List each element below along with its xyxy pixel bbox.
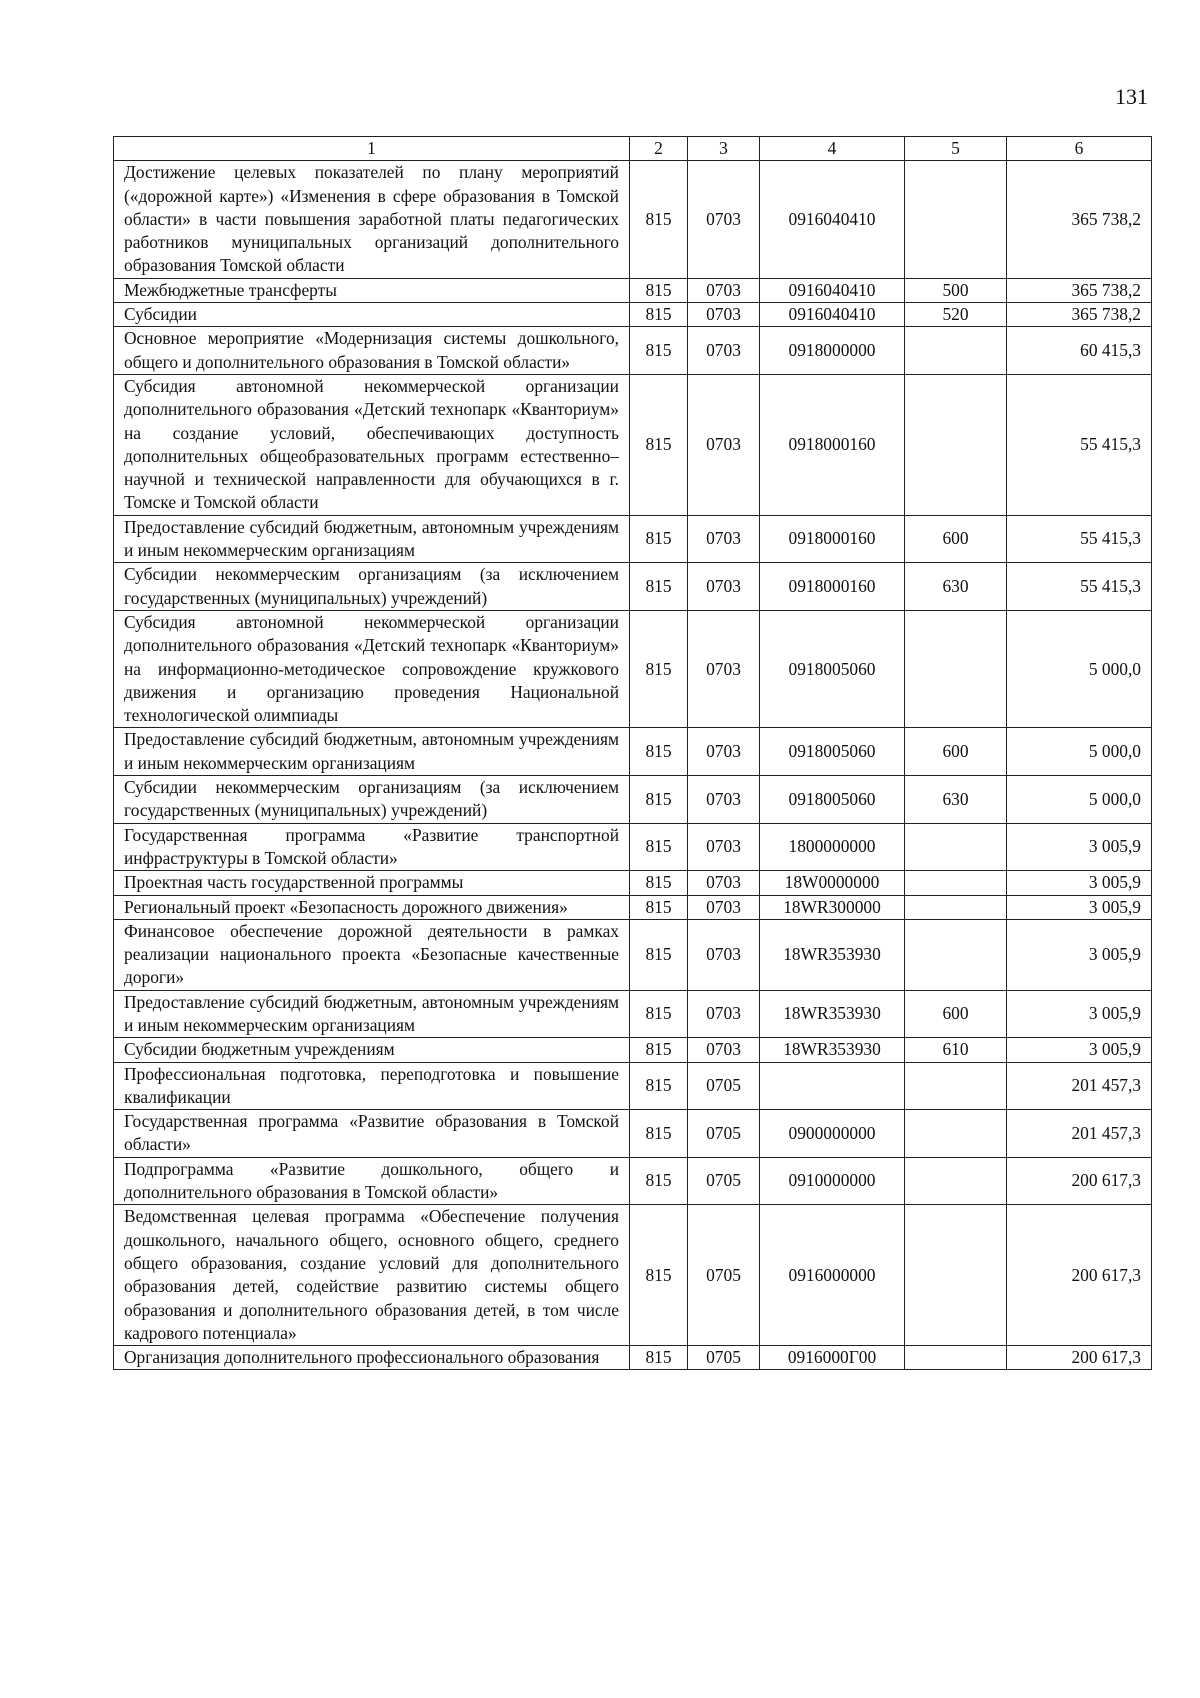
row-section-code-cell: 0703 — [688, 303, 760, 327]
row-amount-cell: 55 415,3 — [1007, 563, 1152, 611]
table-row — [114, 871, 1152, 895]
table-row — [114, 895, 1152, 919]
row-section-code-cell: 0705 — [688, 1205, 760, 1346]
row-name-cell: Субсидии бюджетным учреждениям — [114, 1038, 630, 1062]
table-row — [114, 1110, 1152, 1158]
row-amount-cell: 3 005,9 — [1007, 895, 1152, 919]
row-expense-type-cell: 610 — [905, 1038, 1007, 1062]
row-amount-cell: 3 005,9 — [1007, 823, 1152, 871]
row-amount-cell: 60 415,3 — [1007, 327, 1152, 375]
row-amount-cell: 201 457,3 — [1007, 1110, 1152, 1158]
row-target-article-cell: 0918000160 — [760, 563, 905, 611]
row-name-cell: Межбюджетные трансферты — [114, 278, 630, 302]
row-amount-cell: 3 005,9 — [1007, 919, 1152, 990]
row-admin-code-cell: 815 — [630, 1157, 688, 1205]
row-expense-type-cell — [905, 1062, 1007, 1110]
row-section-code-cell: 0703 — [688, 1038, 760, 1062]
row-section-code-cell: 0705 — [688, 1062, 760, 1110]
row-expense-type-cell — [905, 610, 1007, 727]
row-amount-cell: 5 000,0 — [1007, 610, 1152, 727]
row-expense-type-cell — [905, 1346, 1007, 1370]
row-admin-code-cell: 815 — [630, 303, 688, 327]
row-section-code-cell: 0703 — [688, 515, 760, 563]
row-target-article-cell: 0918005060 — [760, 728, 905, 776]
row-expense-type-cell — [905, 1157, 1007, 1205]
row-expense-type-cell — [905, 327, 1007, 375]
table-row — [114, 327, 1152, 375]
row-amount-cell: 55 415,3 — [1007, 515, 1152, 563]
row-target-article-cell: 0918005060 — [760, 610, 905, 727]
column-header: 3 — [688, 137, 760, 161]
row-target-article-cell: 1800000000 — [760, 823, 905, 871]
row-expense-type-cell — [905, 1110, 1007, 1158]
row-section-code-cell: 0703 — [688, 919, 760, 990]
row-amount-cell: 201 457,3 — [1007, 1062, 1152, 1110]
page-number: 131 — [1115, 84, 1148, 109]
table-row — [114, 1205, 1152, 1346]
table-header-row — [114, 137, 1152, 161]
table-row — [114, 610, 1152, 727]
row-target-article-cell: 0918000160 — [760, 374, 905, 515]
row-expense-type-cell — [905, 895, 1007, 919]
row-expense-type-cell: 600 — [905, 515, 1007, 563]
row-name-cell: Государственная программа «Развитие транспортной инфраструктуры в Томской области» — [114, 823, 630, 871]
row-admin-code-cell: 815 — [630, 776, 688, 824]
row-target-article-cell: 0916000Г00 — [760, 1346, 905, 1370]
row-admin-code-cell: 815 — [630, 515, 688, 563]
row-name-cell: Субсидии — [114, 303, 630, 327]
table-row — [114, 161, 1152, 278]
row-section-code-cell: 0703 — [688, 895, 760, 919]
row-admin-code-cell: 815 — [630, 895, 688, 919]
row-name-cell: Региональный проект «Безопасность дорожного движения» — [114, 895, 630, 919]
row-amount-cell: 200 617,3 — [1007, 1157, 1152, 1205]
row-target-article-cell: 18WR353930 — [760, 919, 905, 990]
row-expense-type-cell: 600 — [905, 728, 1007, 776]
row-name-cell: Предоставление субсидий бюджетным, автономным учреждениям и иным некоммерческим организациям — [114, 990, 630, 1038]
row-expense-type-cell — [905, 1205, 1007, 1346]
row-expense-type-cell — [905, 161, 1007, 278]
row-target-article-cell: 18WR300000 — [760, 895, 905, 919]
table-row — [114, 1346, 1152, 1370]
row-name-cell: Субсидии некоммерческим организациям (за исключением государственных (муниципальных) учреждений) — [114, 776, 630, 824]
row-amount-cell: 5 000,0 — [1007, 776, 1152, 824]
row-section-code-cell: 0703 — [688, 776, 760, 824]
table-row — [114, 515, 1152, 563]
row-name-cell: Проектная часть государственной программы — [114, 871, 630, 895]
table-row — [114, 823, 1152, 871]
row-name-cell: Подпрограмма «Развитие дошкольного, общего и дополнительного образования в Томской области» — [114, 1157, 630, 1205]
row-target-article-cell: 0916040410 — [760, 278, 905, 302]
row-admin-code-cell: 815 — [630, 823, 688, 871]
row-admin-code-cell: 815 — [630, 1110, 688, 1158]
row-expense-type-cell: 630 — [905, 563, 1007, 611]
row-amount-cell: 3 005,9 — [1007, 990, 1152, 1038]
table-row — [114, 1157, 1152, 1205]
row-section-code-cell: 0705 — [688, 1157, 760, 1205]
column-header: 5 — [905, 137, 1007, 161]
table-row — [114, 278, 1152, 302]
row-section-code-cell: 0703 — [688, 563, 760, 611]
row-name-cell: Финансовое обеспечение дорожной деятельности в рамках реализации национального проекта «Безопасные качественные дороги» — [114, 919, 630, 990]
row-name-cell: Государственная программа «Развитие образования в Томской области» — [114, 1110, 630, 1158]
row-section-code-cell: 0705 — [688, 1346, 760, 1370]
row-section-code-cell: 0703 — [688, 327, 760, 375]
table-row — [114, 1038, 1152, 1062]
row-amount-cell: 3 005,9 — [1007, 871, 1152, 895]
row-amount-cell: 3 005,9 — [1007, 1038, 1152, 1062]
row-amount-cell: 200 617,3 — [1007, 1346, 1152, 1370]
row-expense-type-cell: 520 — [905, 303, 1007, 327]
row-target-article-cell: 0916040410 — [760, 303, 905, 327]
row-name-cell: Организация дополнительного профессионального образования — [114, 1346, 630, 1370]
row-expense-type-cell: 630 — [905, 776, 1007, 824]
row-name-cell: Субсидии некоммерческим организациям (за исключением государственных (муниципальных) учреждений) — [114, 563, 630, 611]
row-amount-cell: 365 738,2 — [1007, 303, 1152, 327]
table-row — [114, 990, 1152, 1038]
row-target-article-cell: 0916040410 — [760, 161, 905, 278]
row-target-article-cell: 0916000000 — [760, 1205, 905, 1346]
table-row — [114, 303, 1152, 327]
row-admin-code-cell: 815 — [630, 327, 688, 375]
row-name-cell: Предоставление субсидий бюджетным, автономным учреждениям и иным некоммерческим организациям — [114, 515, 630, 563]
column-header: 1 — [114, 137, 630, 161]
row-expense-type-cell — [905, 871, 1007, 895]
row-amount-cell: 365 738,2 — [1007, 161, 1152, 278]
row-expense-type-cell — [905, 919, 1007, 990]
table-row — [114, 374, 1152, 515]
table-row — [114, 1062, 1152, 1110]
row-expense-type-cell — [905, 823, 1007, 871]
column-header: 6 — [1007, 137, 1152, 161]
row-admin-code-cell: 815 — [630, 990, 688, 1038]
row-section-code-cell: 0703 — [688, 610, 760, 727]
row-admin-code-cell: 815 — [630, 278, 688, 302]
row-section-code-cell: 0703 — [688, 161, 760, 278]
row-amount-cell: 200 617,3 — [1007, 1205, 1152, 1346]
row-section-code-cell: 0703 — [688, 871, 760, 895]
row-name-cell: Ведомственная целевая программа «Обеспечение получения дошкольного, начального общего, основного общего, среднего общего образования, создание условий для дополнительного образования детей, содействие развитию системы общего образования и дополнительного образования детей, в том числе кадрового потенциала» — [114, 1205, 630, 1346]
row-expense-type-cell: 500 — [905, 278, 1007, 302]
table-row — [114, 776, 1152, 824]
row-target-article-cell: 0918000000 — [760, 327, 905, 375]
row-admin-code-cell: 815 — [630, 728, 688, 776]
row-admin-code-cell: 815 — [630, 871, 688, 895]
row-target-article-cell — [760, 1062, 905, 1110]
row-name-cell: Предоставление субсидий бюджетным, автономным учреждениям и иным некоммерческим организациям — [114, 728, 630, 776]
row-expense-type-cell — [905, 374, 1007, 515]
row-name-cell: Достижение целевых показателей по плану мероприятий («дорожной карте») «Изменения в сфере образования в Томской области» в части повышения заработной платы педагогических работников муниципальных организаций дополнительного образования Томской области — [114, 161, 630, 278]
row-section-code-cell: 0703 — [688, 728, 760, 776]
table-row — [114, 919, 1152, 990]
row-target-article-cell: 0918005060 — [760, 776, 905, 824]
row-name-cell: Профессиональная подготовка, переподготовка и повышение квалификации — [114, 1062, 630, 1110]
row-admin-code-cell: 815 — [630, 1346, 688, 1370]
row-amount-cell: 55 415,3 — [1007, 374, 1152, 515]
row-amount-cell: 365 738,2 — [1007, 278, 1152, 302]
row-section-code-cell: 0705 — [688, 1110, 760, 1158]
row-name-cell: Основное мероприятие «Модернизация системы дошкольного, общего и дополнительного образования в Томской области» — [114, 327, 630, 375]
table-row — [114, 728, 1152, 776]
row-target-article-cell: 18WR353930 — [760, 1038, 905, 1062]
column-header: 4 — [760, 137, 905, 161]
row-target-article-cell: 18W0000000 — [760, 871, 905, 895]
row-target-article-cell: 0918000160 — [760, 515, 905, 563]
row-amount-cell: 5 000,0 — [1007, 728, 1152, 776]
table-row — [114, 563, 1152, 611]
row-section-code-cell: 0703 — [688, 990, 760, 1038]
row-admin-code-cell: 815 — [630, 610, 688, 727]
budget-table — [113, 136, 1152, 1370]
row-name-cell: Субсидия автономной некоммерческой организации дополнительного образования «Детский технопарк «Кванториум» на создание условий, обеспечивающих доступность дополнительных общеобразовательных программ естественно–научной и технической направленности для обучающихся в г. Томске и Томской области — [114, 374, 630, 515]
row-section-code-cell: 0703 — [688, 278, 760, 302]
row-admin-code-cell: 815 — [630, 374, 688, 515]
row-expense-type-cell: 600 — [905, 990, 1007, 1038]
row-section-code-cell: 0703 — [688, 374, 760, 515]
row-admin-code-cell: 815 — [630, 161, 688, 278]
row-admin-code-cell: 815 — [630, 563, 688, 611]
row-name-cell: Субсидия автономной некоммерческой организации дополнительного образования «Детский технопарк «Кванториум» на информационно-методическое сопровождение кружкового движения и организацию проведения Национальной технологической олимпиады — [114, 610, 630, 727]
row-admin-code-cell: 815 — [630, 1038, 688, 1062]
row-target-article-cell: 0910000000 — [760, 1157, 905, 1205]
column-header: 2 — [630, 137, 688, 161]
row-target-article-cell: 18WR353930 — [760, 990, 905, 1038]
row-admin-code-cell: 815 — [630, 1062, 688, 1110]
row-target-article-cell: 0900000000 — [760, 1110, 905, 1158]
row-section-code-cell: 0703 — [688, 823, 760, 871]
row-admin-code-cell: 815 — [630, 919, 688, 990]
row-admin-code-cell: 815 — [630, 1205, 688, 1346]
